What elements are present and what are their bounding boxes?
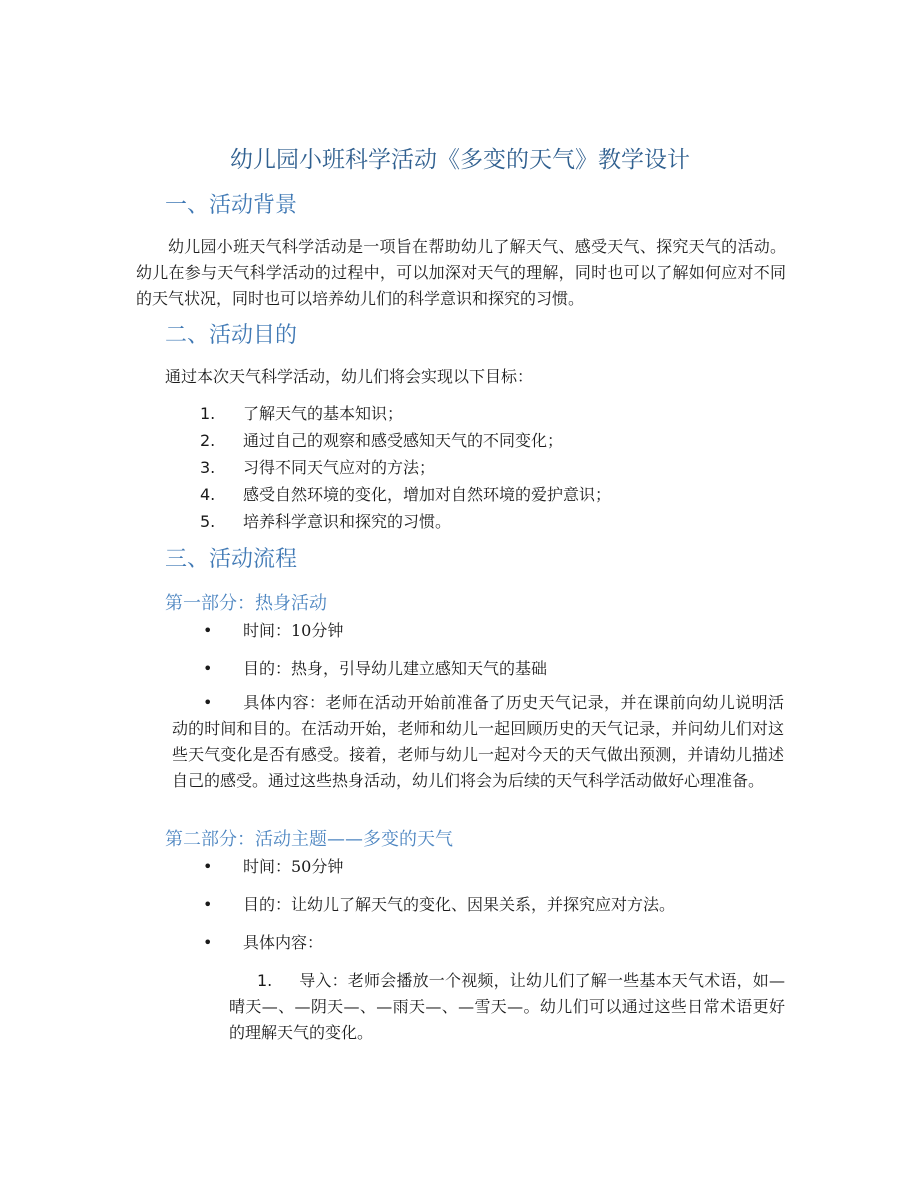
bullet-icon: •	[203, 857, 213, 876]
bullet-icon: •	[203, 895, 213, 914]
document-page: 幼儿园小班科学活动《多变的天气》教学设计 一、活动背景 幼儿园小班天气科学活动是一项旨在帮助幼儿了解天气、感受天气、探究天气的活动。幼儿在参与天气科学活动的过程中，可以加深对天气的理解，同时也可以了解如何应对不同的天气状况，同时也可以培养幼儿们的科学意识和探究的习惯。 二、活动目的 通过本次天气科学活动，幼儿们将会实现以下目标： 1. 了解天气的基本知识； 2. 通过自己的观察和感受感知天气的不同变化； 3. 习得不同天气应对的方法； 4. 感受自然环境的变化，增加对自然环境的爱护意识； 5. 培养科学意识和探究的习惯。 三、活动流程 第一部分：热身活动 • 时间：10分钟 • 目的：热身，引导幼儿建立感知天气的基础 • 具体内容：老师在活动开始前准备了历史天气记录，并在课前向幼儿说明活动的时间和目的。在活动开始，老师和幼儿一起回顾历史的天气记录，并问幼儿们对这些天气变化是否有感受。接着，老师与幼儿一起对今天的天气做出预测，并请幼儿描述自己的感受。通过这些热身活动，幼儿们将会为后续的天气科学活动做好心理准备。 第二部分：活动主题——多变的天气 • 时间：50分钟 • 目的：让幼儿了解天气的变化、因果关系，并探究应对方法。 • 具体内容： 1. 导入：老师会播放一个视频，让幼儿们了解一些基本天气术语，如—晴天—、—阴天—、—雨天—、—雪天—。幼儿们可以通过这些日常术语更好的理解天气的变化。	[0, 0, 920, 1191]
background-paragraph: 幼儿园小班天气科学活动是一项旨在帮助幼儿了解天气、感受天气、探究天气的活动。幼儿在参与天气科学活动的过程中，可以加深对天气的理解，同时也可以了解如何应对不同的天气状况，同时也可以培养幼儿们的科学意识和探究的习惯。	[136, 237, 786, 308]
step-number: 1.	[257, 971, 273, 990]
section-heading-purpose: 二、活动目的	[165, 323, 298, 348]
part1-heading: 第一部分：热身活动	[165, 593, 327, 614]
section-heading-process: 三、活动流程	[165, 547, 298, 572]
part1-time: 时间：10分钟	[243, 621, 344, 640]
bullet-icon: •	[203, 933, 213, 952]
section-heading-background: 一、活动背景	[165, 193, 298, 218]
bullet-icon: •	[203, 621, 213, 640]
part1-goal: 目的：热身，引导幼儿建立感知天气的基础	[243, 659, 548, 678]
part2-goal: 目的：让幼儿了解天气的变化、因果关系，并探究应对方法。	[243, 895, 676, 914]
bullet-icon: •	[203, 693, 213, 712]
part2-step1: 1. 导入：老师会播放一个视频，让幼儿们了解一些基本天气术语，如—晴天—、—阴天—、—雨天—、—雪天—。幼儿们可以通过这些日常术语更好的理解天气的变化。	[229, 968, 785, 1046]
part2-heading: 第二部分：活动主题——多变的天气	[165, 829, 453, 850]
bullet-icon: •	[203, 659, 213, 678]
document-title: 幼儿园小班科学活动《多变的天气》教学设计	[230, 147, 690, 173]
part1-content: • 具体内容：老师在活动开始前准备了历史天气记录，并在课前向幼儿说明活动的时间和目的。在活动开始，老师和幼儿一起回顾历史的天气记录，并问幼儿们对这些天气变化是否有感受。接着，老师与幼儿一起对今天的天气做出预测，并请幼儿描述自己的感受。通过这些热身活动，幼儿们将会为后续的天气科学活动做好心理准备。	[172, 690, 784, 794]
part2-time: 时间：50分钟	[243, 857, 344, 876]
purpose-intro: 通过本次天气科学活动，幼儿们将会实现以下目标：	[165, 367, 534, 386]
part2-content-label: 具体内容：	[243, 933, 324, 952]
